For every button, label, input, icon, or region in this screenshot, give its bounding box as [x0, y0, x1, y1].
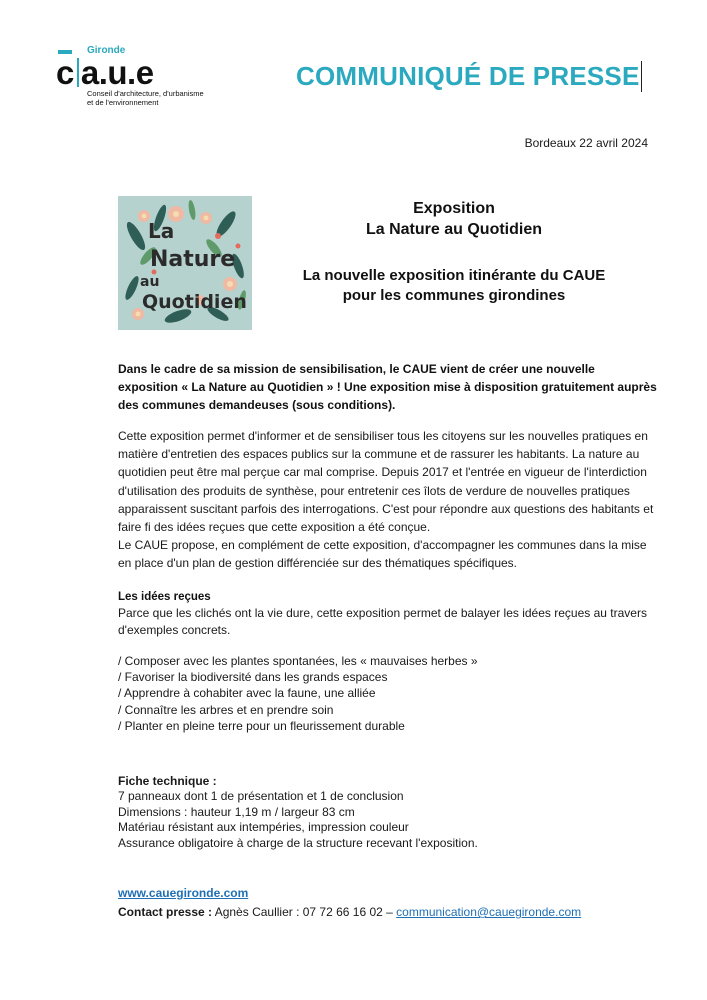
logo-region: Gironde	[87, 45, 126, 56]
contact-email-link[interactable]: communication@cauegironde.com	[396, 905, 582, 919]
list-item: Dimensions : hauteur 1,19 m / largeur 83 cm	[118, 804, 355, 819]
logo-subtitle-line1: Conseil d'architecture, d'urbanisme	[87, 89, 204, 98]
exhibition-label: Exposition	[413, 200, 495, 217]
logo-separator	[77, 58, 79, 87]
title-divider	[641, 61, 642, 92]
website-link[interactable]: www.cauegironde.com	[118, 886, 249, 900]
fiche-heading: Fiche technique :	[118, 774, 217, 788]
intro-paragraph: Dans le cadre de sa mission de sensibilisation, le CAUE vient de créer une nouvelle exposition « La Nature au Quotidien » ! Une exposition mise à disposition gratuitement auprès des communes demandeuses (sous conditions).	[118, 362, 657, 412]
exhibition-subtitle	[258, 266, 650, 306]
poster-title-line3: au	[140, 274, 160, 290]
idees-heading: Les idées reçues	[118, 591, 211, 603]
list-item: Assurance obligatoire à charge de la structure recevant l'exposition.	[118, 836, 478, 851]
logo-subtitle	[87, 89, 204, 107]
exhibition-heading	[258, 198, 650, 240]
list-item: Matériau résistant aux intempéries, impression couleur	[118, 820, 409, 835]
idees-list	[118, 653, 658, 734]
list-item: / Composer avec les plantes spontanées, les « mauvaises herbes »	[118, 654, 478, 668]
body-paragraph-1: Cette exposition permet d'informer et de sensibiliser tous les citoyens sur les nouvelles pratiques en matière d'entretien des espaces publics sur la commune et de rassurer les habitants. La nature au quotidien peut être mal perçue car mal comprise. Depuis 2017 et l'entrée en vigueur de l'interdiction d'utilisation des produits de synthèse, pour entretenir ces îlots de verdure de nouvelles pratiques apparaissent suscitant parfois des interrogations. C'est pour répondre aux questions des habitants et faire fi des idées reçues que cette exposition a été conçue.	[118, 429, 654, 535]
list-item: 7 panneaux dont 1 de présentation et 1 de conclusion	[118, 789, 404, 803]
idees-text: Parce que les clichés ont la vie dure, cette exposition permet de balayer les idées reçues au travers d'exemples concrets.	[118, 606, 647, 637]
exhibition-subtitle-line2: pour les communes girondines	[342, 287, 566, 304]
contact-text: Agnès Caullier : 07 72 66 16 02 –	[212, 905, 397, 919]
exhibition-subtitle-line1: La nouvelle exposition itinérante du CAUE	[302, 267, 606, 284]
body-text	[118, 427, 658, 573]
logo-wordmark	[56, 56, 154, 90]
logo-wordmark-left: c	[56, 54, 74, 91]
exhibition-name: La Nature au Quotidien	[365, 221, 542, 238]
page-title: COMMUNIQUÉ DE PRESSE	[296, 61, 640, 91]
press-contact	[118, 904, 581, 920]
list-item: / Favoriser la biodiversité dans les grands espaces	[118, 670, 388, 685]
body-paragraph-2: Le CAUE propose, en complément de cette exposition, d'accompagner les communes dans la mise en place d'un plan de gestion différenciée sur des thématiques spécifiques.	[118, 538, 647, 571]
list-item: / Apprendre à cohabiter avec la faune, une alliée	[118, 686, 376, 701]
exhibition-poster	[118, 196, 252, 330]
poster-title-line4: Quotidien	[142, 291, 247, 313]
press-date: Bordeaux 22 avril 2024	[524, 136, 648, 150]
poster-illustration	[118, 196, 252, 330]
logo-wordmark-right: a.u.e	[80, 54, 154, 91]
logo-subtitle-line2: et de l'environnement	[87, 98, 159, 107]
contact-label: Contact presse :	[118, 905, 213, 919]
fiche-list	[118, 789, 478, 852]
poster-title-line2: Nature	[150, 247, 236, 272]
list-item: / Connaître les arbres et en prendre soin	[118, 702, 334, 717]
list-item: / Planter en pleine terre pour un fleurissement durable	[118, 718, 405, 733]
poster-title-line1: La	[148, 219, 175, 243]
